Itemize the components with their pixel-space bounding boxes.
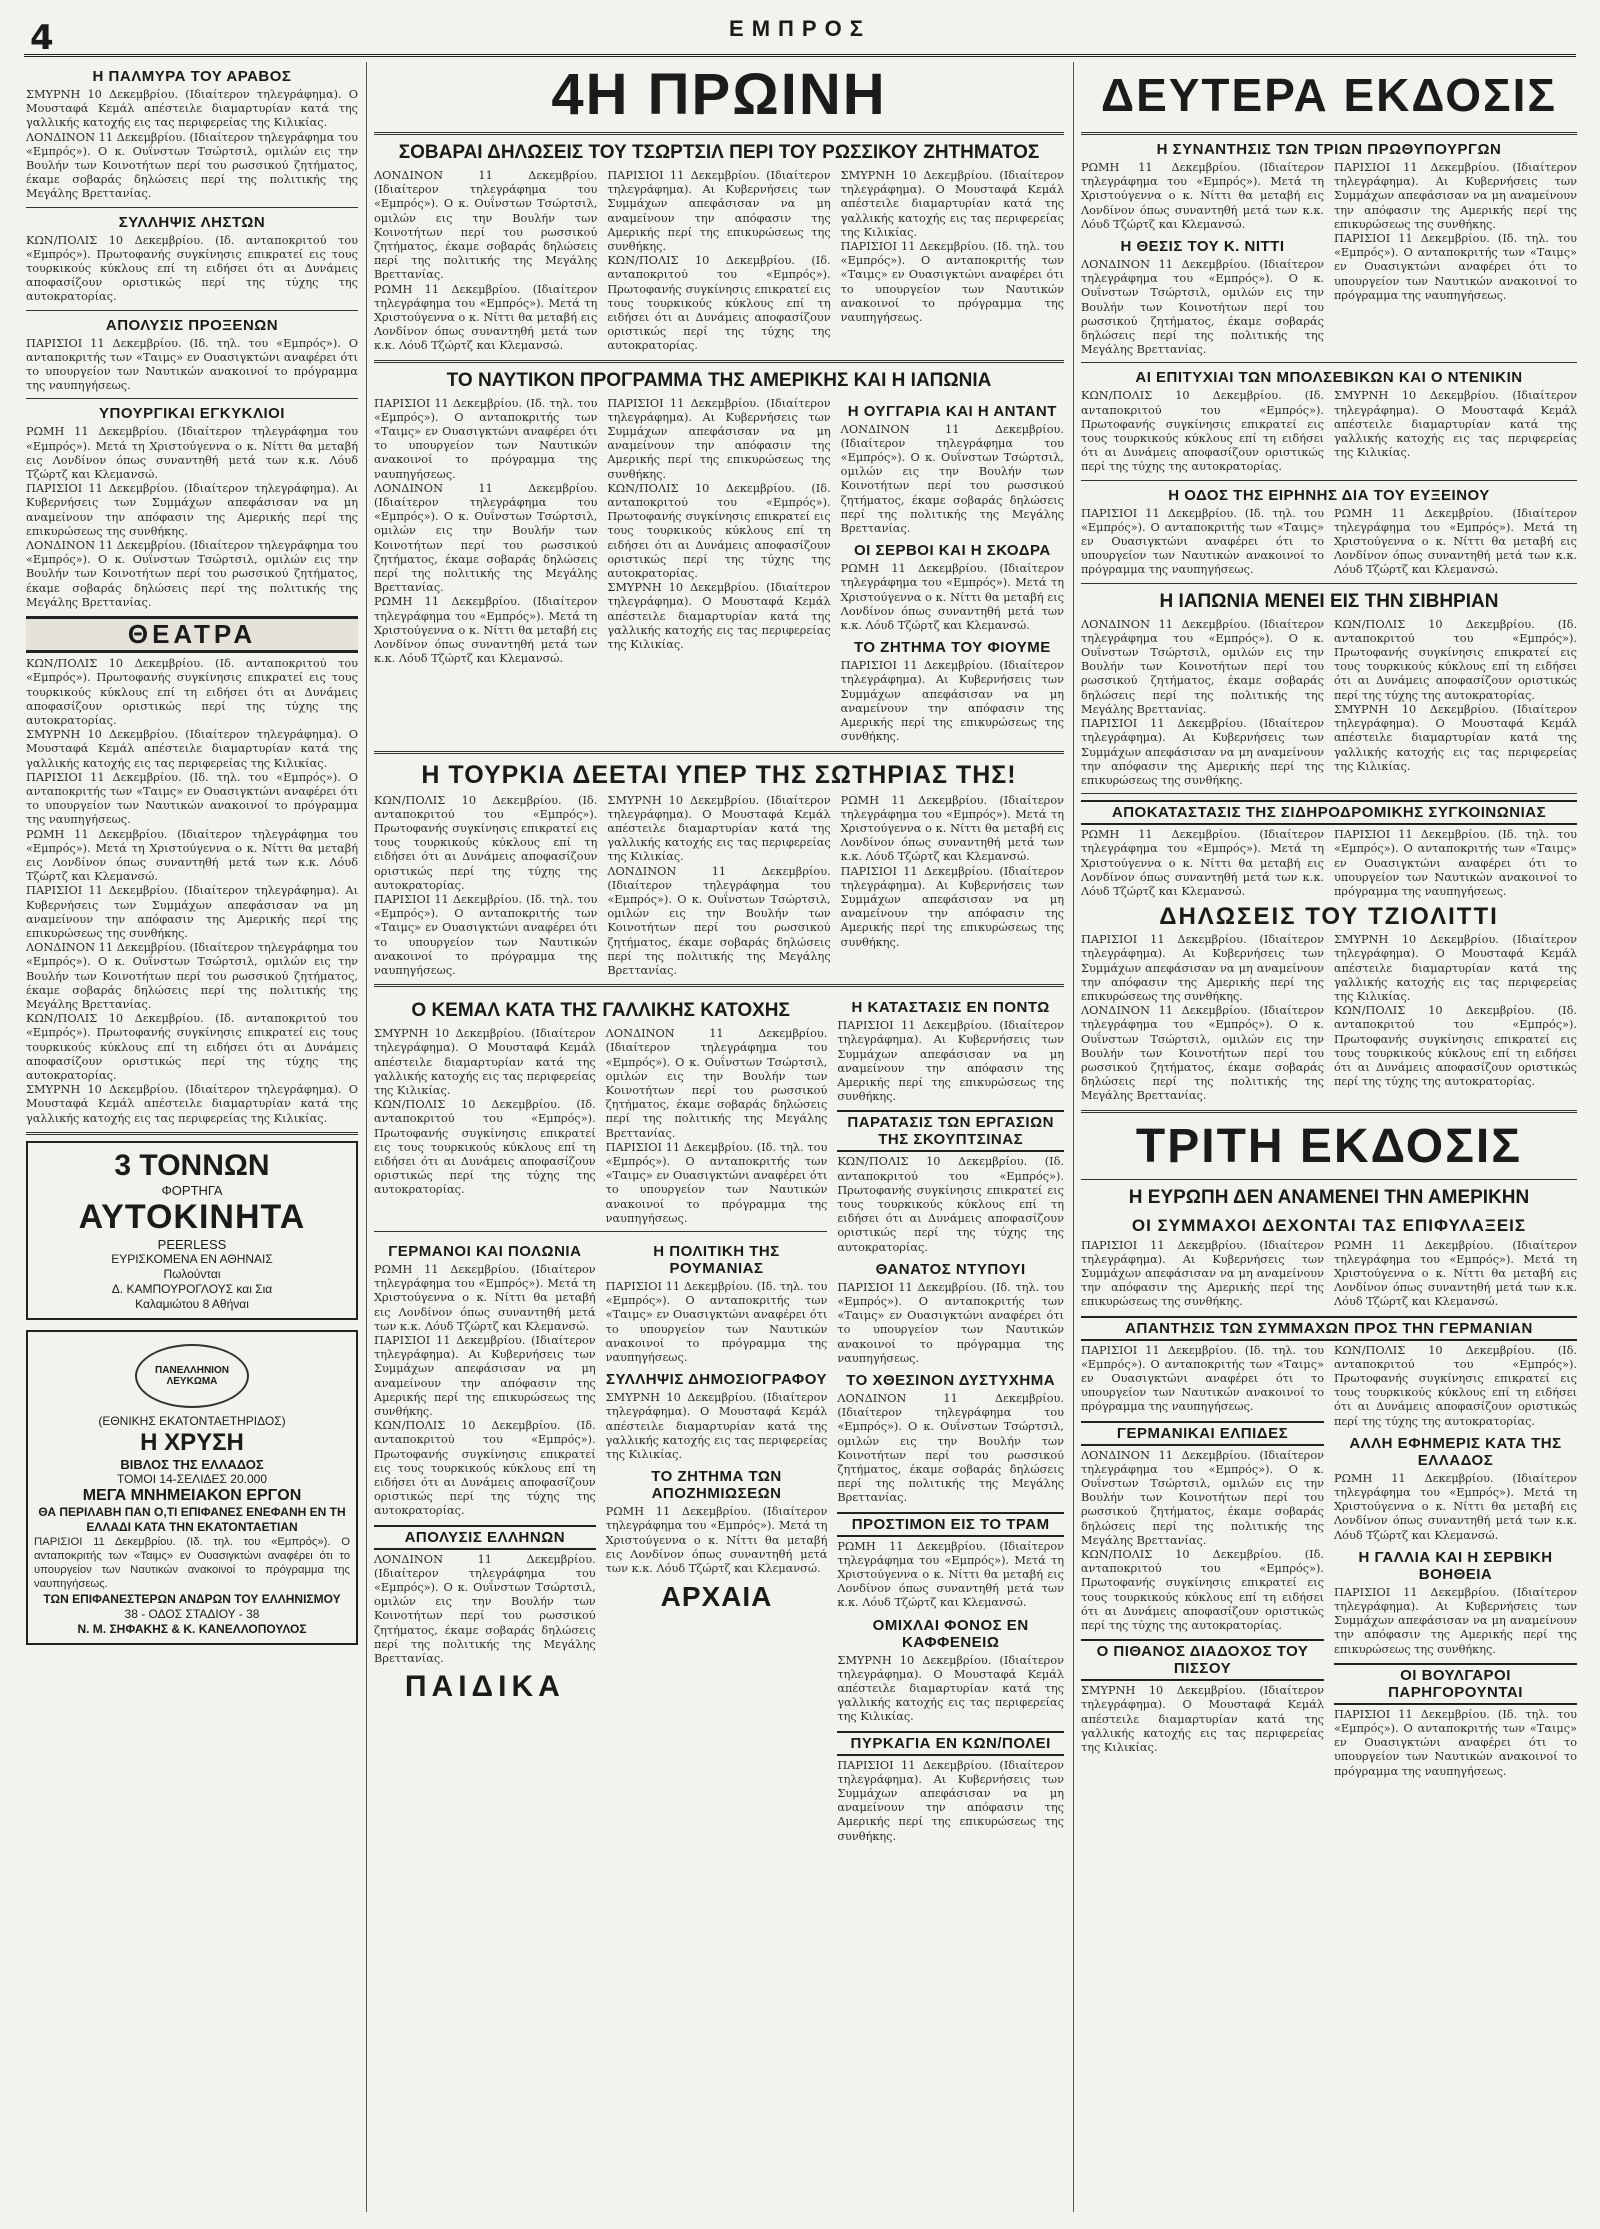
article-text: ΡΩΜΗ 11 Δεκεμβρίου. (Ιδιαίτερον τηλεγράφημα του «Εμπρός»). Μετά τη Χριστούγεννα ο κ. Νίττι θα μεταβή εις Λονδίνον όπως συναντηθή μετά των κ.κ. Λόυδ Τζώρτζ και Κλεμανσώ. (26, 425, 358, 482)
article-text: ΚΩΝ/ΠΟΛΙΣ 10 Δεκεμβρίου. (Ιδ. ανταποκριτού του «Εμπρός»). Πρωτοφανής συγκίνησις επικρατεί εις τους τουρκικούς κύκλους επί τη ειδήσει ότι αι Δυνάμεις αποφασίζουν οριστικώς περί της τύχης της αυτοκρατορίας. (1334, 1004, 1577, 1089)
album-advertisement (26, 1330, 358, 1645)
article-text: ΚΩΝ/ΠΟΛΙΣ 10 Δεκεμβρίου. (Ιδ. ανταποκριτού του «Εμπρός»). Πρωτοφανής συγκίνησις επικρατεί εις τους τουρκικούς κύκλους επί τη ειδήσει ότι αι Δυνάμεις αποφασίζουν οριστικώς περί της τύχης της αυτοκρατορίας. (26, 1012, 358, 1082)
article-text: ΛΟΝΔΙΝΟΝ 11 Δεκεμβρίου. (Ιδιαίτερον τηλεγράφημα του «Εμπρός»). Ο κ. Ουΐνστων Τσώρτσιλ, ομιλών εις την Βουλήν των Κοινοτήτων περί του ρωσσικού ζητήματος, έκαμε σοβαράς δηλώσεις περί της πολιτικής της Μεγάλης Βρεττανίας. (837, 1392, 1064, 1505)
article-text: ΣΜΥΡΝΗ 10 Δεκεμβρίου. (Ιδιαίτερον τηλεγράφημα). Ο Μουσταφά Κεμάλ απέστειλε διαμαρτυρίαν κατά της γαλλικής κατοχής εις τας περιφερείας της Κιλικίας. (607, 581, 831, 652)
column-rule (366, 62, 367, 2212)
columns (374, 169, 1064, 354)
headline: Ο ΠΙΘΑΝΟΣ ΔΙΑΔΟΧΟΣ ΤΟΥ ΠΙΣΣΟΥ (1081, 1639, 1324, 1681)
theatre-heading: ΘΕΑΤΡΑ (26, 616, 358, 653)
article-text: ΠΑΡΙΣΙΟΙ 11 Δεκεμβρίου. (Ιδιαίτερον τηλεγράφημα). Αι Κυβερνήσεις των Συμμάχων απεφάσισαν να μη αναμείνουν την απόφασιν της Αμερικής περί της επικυρώσεως της συνθήκης. (1081, 933, 1324, 1003)
article-text: ΡΩΜΗ 11 Δεκεμβρίου. (Ιδιαίτερον τηλεγράφημα του «Εμπρός»). Μετά τη Χριστούγεννα ο κ. Νίττι θα μεταβή εις Λονδίνον όπως συναντηθή μετά των κ.κ. Λόυδ Τζώρτζ και Κλεμανσώ. (837, 1539, 1064, 1610)
headline: ΤΟ ΧΘΕΣΙΝΟΝ ΔΥΣΤΥΧΗΜΑ (846, 1372, 1056, 1389)
article-text: ΣΜΥΡΝΗ 10 Δεκεμβρίου. (Ιδιαίτερον τηλεγράφημα). Ο Μουσταφά Κεμάλ απέστειλε διαμαρτυρίαν κατά της γαλλικής κατοχής εις τας περιφερείας της Κιλικίας. (26, 1083, 358, 1125)
ad-line: Καλαμιώτου 8 Αθήναι (135, 1296, 249, 1311)
headline: ΣΥΛΛΗΨΙΣ ΛΗΣΤΩΝ (118, 213, 266, 231)
article-text: ΠΑΡΙΣΙΟΙ 11 Δεκεμβρίου. (Ιδ. τηλ. του «Εμπρός»). Ο ανταποκριτής των «Ταιμς» εν Ουασιγκτώνι αναφέρει ότι το υπουργείον των Ναυτικών ανακοινοί το πρόγραμμα της ναυπηγήσεως. (1334, 828, 1577, 898)
headline: ΥΠΟΥΡΓΙΚΑΙ ΕΓΚΥΚΛΙΟΙ (99, 405, 285, 423)
center-section (374, 62, 1064, 2212)
article-text: ΠΑΡΙΣΙΟΙ 11 Δεκεμβρίου. (Ιδ. τηλ. του «Εμπρός»). Ο ανταποκριτής των «Ταιμς» εν Ουασιγκτώνι αναφέρει ότι το υπουργείον των Ναυτικών ανακοινοί το πρόγραμμα της ναυπηγήσεως. (1334, 232, 1577, 302)
subheading: ΟΙ ΣΕΡΒΟΙ ΚΑΙ Η ΣΚΟΔΡΑ (853, 542, 1051, 560)
article-text: ΣΜΥΡΝΗ 10 Δεκεμβρίου. (Ιδιαίτερον τηλεγράφημα). Ο Μουσταφά Κεμάλ απέστειλε διαμαρτυρίαν κατά της γαλλικής κατοχής εις τας περιφερείας της Κιλικίας. (840, 169, 1064, 239)
article-text: ΠΑΡΙΣΙΟΙ 11 Δεκεμβρίου. (Ιδιαίτερον τηλεγράφημα). Αι Κυβερνήσεις των Συμμάχων απεφάσισαν να μη αναμείνουν την απόφασιν της Αμερικής περί της επικυρώσεως της συνθήκης. (607, 169, 831, 254)
subheadline: ΟΙ ΣΥΜΜΑΧΟΙ ΔΕΧΟΝΤΑΙ ΤΑΣ ΕΠΙΦΥΛΑΞΕΙΣ (1131, 1215, 1527, 1235)
article-text: ΠΑΡΙΣΙΟΙ 11 Δεκεμβρίου. (Ιδ. τηλ. του «Εμπρός»). Ο ανταποκριτής των «Ταιμς» εν Ουασιγκτώνι αναφέρει ότι το υπουργείον των Ναυτικών ανακοινοί το πρόγραμμα της ναυπηγήσεως. (1334, 1707, 1577, 1778)
headline: Η ΠΑΛΜΥΡΑ ΤΟΥ ΑΡΑΒΟΣ (92, 68, 292, 85)
article-text: ΡΩΜΗ 11 Δεκεμβρίου. (Ιδιαίτερον τηλεγράφημα του «Εμπρός»). Μετά τη Χριστούγεννα ο κ. Νίττι θα μεταβή εις Λονδίνον όπως συναντηθή μετά των κ.κ. Λόυδ Τζώρτζ και Κλεμανσώ. (605, 1505, 828, 1576)
ad-line: Η ΧΡΥΣΗ (140, 1428, 244, 1456)
ad-line: ΘΑ ΠΕΡΙΛΑΒΗ ΠΑΝ Ο,ΤΙ ΕΠΙΦΑΝΕΣ ΕΝΕΦΑΝΗ ΕΝ ΤΗ ΕΛΛΑΔΙ ΚΑΤΑ ΤΗΝ ΕΚΑΤΟΝΤΑΕΤΙΑΝ (38, 1504, 346, 1534)
headline: ΠΥΡΚΑΓΙΑ ΕΝ ΚΩΝ/ΠΟΛΕΙ (837, 1731, 1064, 1756)
headline: Η ΕΥΡΩΠΗ ΔΕΝ ΑΝΑΜΕΝΕΙ ΤΗΝ ΑΜΕΡΙΚΗΝ (1128, 1186, 1530, 1208)
article-text: ΠΑΡΙΣΙΟΙ 11 Δεκεμβρίου. (Ιδιαίτερον τηλεγράφημα). Αι Κυβερνήσεις των Συμμάχων απεφάσισαν να μη αναμείνουν την απόφασιν της Αμερικής περί της επικυρώσεως της συνθήκης. (1081, 1238, 1324, 1309)
ad-line: ΦΟΡΤΗΓΑ (161, 1182, 223, 1198)
article-text: ΣΜΥΡΝΗ 10 Δεκεμβρίου. (Ιδιαίτερον τηλεγράφημα). Ο Μουσταφά Κεμάλ απέστειλε διαμαρτυρίαν κατά της γαλλικής κατοχής εις τας περιφερείας της Κιλικίας. (26, 728, 358, 770)
ad-line: ΒΙΒΛΟΣ ΤΗΣ ΕΛΛΑΔΟΣ (120, 1456, 264, 1472)
headline: ΑΠΟΛΥΣΙΣ ΕΛΛΗΝΩΝ (374, 1525, 596, 1550)
article-text: ΣΜΥΡΝΗ 10 Δεκεμβρίου. (Ιδιαίτερον τηλεγράφημα). Ο Μουσταφά Κεμάλ απέστειλε διαμαρτυρίαν κατά της γαλλικής κατοχής εις τας περιφερείας της Κιλικίας. (1081, 1684, 1324, 1755)
columns (374, 397, 1064, 745)
article-text: ΡΩΜΗ 11 Δεκεμβρίου. (Ιδιαίτερον τηλεγράφημα του «Εμπρός»). Μετά τη Χριστούγεννα ο κ. Νίττι θα μεταβή εις Λονδίνον όπως συναντηθή μετά των κ.κ. Λόυδ Τζώρτζ και Κλεμανσώ. (1081, 161, 1324, 231)
headline: ΠΑΡΑΤΑΣΙΣ ΤΩΝ ΕΡΓΑΣΙΩΝ ΤΗΣ ΣΚΟΥΠΤΣΙΝΑΣ (837, 1110, 1064, 1152)
columns (374, 993, 1064, 1844)
headline: Η ΙΑΠΩΝΙΑ ΜΕΝΕΙ ΕΙΣ ΤΗΝ ΣΙΒΗΡΙΑΝ (1159, 590, 1499, 612)
headline: Η ΠΟΛΙΤΙΚΗ ΤΗΣ ΡΟΥΜΑΝΙΑΣ (653, 1242, 780, 1277)
ad-line: ΑΥΤΟΚΙΝΗΤΑ (78, 1197, 306, 1236)
article-text: ΛΟΝΔΙΝΟΝ 11 Δεκεμβρίου. (Ιδιαίτερον τηλεγράφημα του «Εμπρός»). Ο κ. Ουΐνστων Τσώρτσιλ, ομιλών εις την Βουλήν των Κοινοτήτων περί του ρωσσικού ζητήματος, έκαμε σοβαράς δηλώσεις περί της πολιτικής της Μεγάλης Βρεττανίας. (1081, 258, 1324, 357)
article-text: ΡΩΜΗ 11 Δεκεμβρίου. (Ιδιαίτερον τηλεγράφημα του «Εμπρός»). Μετά τη Χριστούγεννα ο κ. Νίττι θα μεταβή εις Λονδίνον όπως συναντηθή μετά των κ.κ. Λόυδ Τζώρτζ και Κλεμανσώ. (1334, 506, 1577, 577)
article-text: ΡΩΜΗ 11 Δεκεμβρίου. (Ιδιαίτερον τηλεγράφημα του «Εμπρός»). Μετά τη Χριστούγεννα ο κ. Νίττι θα μεταβή εις Λονδίνον όπως συναντηθή μετά των κ.κ. Λόυδ Τζώρτζ και Κλεμανσώ. (840, 562, 1064, 633)
edition-title: ΔΕΥΤΕΡΑ ΕΚΔΟΣΙΣ (1101, 69, 1557, 121)
article-text: ΠΑΡΙΣΙΟΙ 11 Δεκεμβρίου. (Ιδ. τηλ. του «Εμπρός»). Ο ανταποκριτής των «Ταιμς» εν Ουασιγκτώνι αναφέρει ότι το υπουργείον των Ναυτικών ανακοινοί το πρόγραμμα της ναυπηγήσεως. (26, 336, 358, 393)
ad-headline: ΑΡΧΑΙΑ (660, 1581, 773, 1613)
article-text: ΡΩΜΗ 11 Δεκεμβρίου. (Ιδιαίτερον τηλεγράφημα του «Εμπρός»). Μετά τη Χριστούγεννα ο κ. Νίττι θα μεταβή εις Λονδίνον όπως συναντηθή μετά των κ.κ. Λόυδ Τζώρτζ και Κλεμανσώ. (374, 595, 598, 666)
headline: ΑΠΑΝΤΗΣΙΣ ΤΩΝ ΣΥΜΜΑΧΩΝ ΠΡΟΣ ΤΗΝ ΓΕΡΜΑΝΙΑΝ (1081, 1316, 1577, 1341)
article-text: ΛΟΝΔΙΝΟΝ 11 Δεκεμβρίου. (Ιδιαίτερον τηλεγράφημα του «Εμπρός»). Ο κ. Ουΐνστων Τσώρτσιλ, ομιλών εις την Βουλήν των Κοινοτήτων περί του ρωσσικού ζητήματος, έκαμε σοβαράς δηλώσεις περί της πολιτικής της Μεγάλης Βρεττανίας. (26, 941, 358, 1011)
article-text: ΡΩΜΗ 11 Δεκεμβρίου. (Ιδιαίτερον τηλεγράφημα του «Εμπρός»). Μετά τη Χριστούγεννα ο κ. Νίττι θα μεταβή εις Λονδίνον όπως συναντηθή μετά των κ.κ. Λόυδ Τζώρτζ και Κλεμανσώ. (1081, 828, 1324, 898)
article-text: ΠΑΡΙΣΙΟΙ 11 Δεκεμβρίου. (Ιδιαίτερον τηλεγράφημα). Αι Κυβερνήσεις των Συμμάχων απεφάσισαν να μη αναμείνουν την απόφασιν της Αμερικής περί της επικυρώσεως της συνθήκης. (837, 1019, 1064, 1104)
article-text: ΡΩΜΗ 11 Δεκεμβρίου. (Ιδιαίτερον τηλεγράφημα του «Εμπρός»). Μετά τη Χριστούγεννα ο κ. Νίττι θα μεταβή εις Λονδίνον όπως συναντηθή μετά των κ.κ. Λόυδ Τζώρτζ και Κλεμανσώ. (1334, 1471, 1577, 1542)
ad-line: 38 - ΟΔΟΣ ΣΤΑΔΙΟΥ - 38 (124, 1606, 260, 1621)
article-text: ΠΑΡΙΣΙΟΙ 11 Δεκεμβρίου. (Ιδ. τηλ. του «Εμπρός»). Ο ανταποκριτής των «Ταιμς» εν Ουασιγκτώνι αναφέρει ότι το υπουργείον των Ναυτικών ανακοινοί το πρόγραμμα της ναυπηγήσεως. (26, 770, 358, 827)
article-text: ΠΑΡΙΣΙΟΙ 11 Δεκεμβρίου. (Ιδιαίτερον τηλεγράφημα). Αι Κυβερνήσεις των Συμμάχων απεφάσισαν να μη αναμείνουν την απόφασιν της Αμερικής περί της επικυρώσεως της συνθήκης. (26, 884, 358, 940)
article-text: ΠΑΡΙΣΙΟΙ 11 Δεκεμβρίου. (Ιδιαίτερον τηλεγράφημα). Αι Κυβερνήσεις των Συμμάχων απεφάσισαν να μη αναμείνουν την απόφασιν της Αμερικής περί της επικυρώσεως της συνθήκης. (840, 864, 1064, 949)
ad-line: ΤΟΜΟΙ 14-ΣΕΛΙΔΕΣ 20.000 (116, 1471, 268, 1486)
ad-line: ΕΥΡΙΣΚΟΜΕΝΑ ΕΝ ΑΘΗΝΑΙΣ (111, 1251, 273, 1266)
article-text: ΚΩΝ/ΠΟΛΙΣ 10 Δεκεμβρίου. (Ιδ. ανταποκριτού του «Εμπρός»). Πρωτοφανής συγκίνησις επικρατεί εις τους τουρκικούς κύκλους επί τη ειδήσει ότι αι Δυνάμεις αποφασίζουν οριστικώς περί της τύχης της αυτοκρατορίας. (374, 793, 598, 892)
headline: ΘΑΝΑΤΟΣ ΝΤΥΠΟΥΙ (875, 1260, 1026, 1278)
article-text: ΠΑΡΙΣΙΟΙ 11 Δεκεμβρίου. (Ιδιαίτερον τηλεγράφημα). Αι Κυβερνήσεις των Συμμάχων απεφάσισαν να μη αναμείνουν την απόφασιν της Αμερικής περί της επικυρώσεως της συνθήκης. (1334, 1585, 1577, 1656)
article-text: ΡΩΜΗ 11 Δεκεμβρίου. (Ιδιαίτερον τηλεγράφημα του «Εμπρός»). Μετά τη Χριστούγεννα ο κ. Νίττι θα μεταβή εις Λονδίνον όπως συναντηθή μετά των κ.κ. Λόυδ Τζώρτζ και Κλεμανσώ. (840, 793, 1064, 864)
article-text: ΚΩΝ/ΠΟΛΙΣ 10 Δεκεμβρίου. (Ιδ. ανταποκριτού του «Εμπρός»). Πρωτοφανής συγκίνησις επικρατεί εις τους τουρκικούς κύκλους επί τη ειδήσει ότι αι Δυνάμεις αποφασίζουν οριστικώς περί της τύχης της αυτοκρατορίας. (1081, 389, 1324, 474)
headline: ΓΕΡΜΑΝΟΙ ΚΑΙ ΠΟΛΩΝΙΑ (388, 1242, 582, 1260)
ad-line: (ΕΘΝΙΚΗΣ ΕΚΑΤΟΝΤΑΕΤΗΡΙΔΟΣ) (98, 1413, 286, 1428)
article-text: ΛΟΝΔΙΝΟΝ 11 Δεκεμβρίου. (Ιδιαίτερον τηλεγράφημα του «Εμπρός»). Ο κ. Ουΐνστων Τσώρτσιλ, ομιλών εις την Βουλήν των Κοινοτήτων περί του ρωσσικού ζητήματος, έκαμε σοβαράς δηλώσεις περί της πολιτικής της Μεγάλης Βρεττανίας. (605, 1027, 828, 1140)
article-text: ΛΟΝΔΙΝΟΝ 11 Δεκεμβρίου. (Ιδιαίτερον τηλεγράφημα του «Εμπρός»). Ο κ. Ουΐνστων Τσώρτσιλ, ομιλών εις την Βουλήν των Κοινοτήτων περί του ρωσσικού ζητήματος, έκαμε σοβαράς δηλώσεις περί της πολιτικής της Μεγάλης Βρεττανίας. (1081, 617, 1324, 716)
article-text: ΛΟΝΔΙΝΟΝ 11 Δεκεμβρίου. (Ιδιαίτερον τηλεγράφημα του «Εμπρός»). Ο κ. Ουΐνστων Τσώρτσιλ, ομιλών εις την Βουλήν των Κοινοτήτων περί του ρωσσικού ζητήματος, έκαμε σοβαράς δηλώσεις περί της πολιτικής της Μεγάλης Βρεττανίας. (840, 422, 1064, 536)
article-text: ΣΜΥΡΝΗ 10 Δεκεμβρίου. (Ιδιαίτερον τηλεγράφημα). Ο Μουσταφά Κεμάλ απέστειλε διαμαρτυρίαν κατά της γαλλικής κατοχής εις τας περιφερείας της Κιλικίας. (837, 1653, 1064, 1724)
headline: ΓΕΡΜΑΝΙΚΑΙ ΕΛΠΙΔΕΣ (1081, 1421, 1324, 1446)
ad-line: Δ. ΚΑΜΠΟΥΡΟΓΛΟΥΣ και Σια (111, 1281, 273, 1296)
ad-line: PEERLESS (157, 1236, 227, 1252)
article-text: ΛΟΝΔΙΝΟΝ 11 Δεκεμβρίου. (Ιδιαίτερον τηλεγράφημα του «Εμπρός»). Ο κ. Ουΐνστων Τσώρτσιλ, ομιλών εις την Βουλήν των Κοινοτήτων περί του ρωσσικού ζητήματος, έκαμε σοβαράς δηλώσεις περί της πολιτικής της Μεγάλης Βρεττανίας. (374, 1552, 596, 1666)
article-text: ΠΑΡΙΣΙΟΙ 11 Δεκεμβρίου. (Ιδιαίτερον τηλεγράφημα). Αι Κυβερνήσεις των Συμμάχων απεφάσισαν να μη αναμείνουν την απόφασιν της Αμερικής περί της επικυρώσεως της συνθήκης. (26, 482, 358, 538)
headline: Η ΟΔΟΣ ΤΗΣ ΕΙΡΗΝΗΣ ΔΙΑ ΤΟΥ ΕΥΞΕΙΝΟΥ (1168, 486, 1490, 504)
subheading: Η ΘΕΣΙΣ ΤΟΥ Κ. ΝΙΤΤΙ (1120, 238, 1285, 256)
article-text: ΣΜΥΡΝΗ 10 Δεκεμβρίου. (Ιδιαίτερον τηλεγράφημα). Ο Μουσταφά Κεμάλ απέστειλε διαμαρτυρίαν κατά της γαλλικής κατοχής εις τας περιφερείας της Κιλικίας. (607, 793, 831, 864)
article-text: ΡΩΜΗ 11 Δεκεμβρίου. (Ιδιαίτερον τηλεγράφημα του «Εμπρός»). Μετά τη Χριστούγεννα ο κ. Νίττι θα μεταβή εις Λονδίνον όπως συναντηθή μετά των κ.κ. Λόυδ Τζώρτζ και Κλεμανσώ. (374, 1262, 596, 1333)
headline: Η ΣΥΝΑΝΤΗΣΙΣ ΤΩΝ ΤΡΙΩΝ ΠΡΩΘΥΠΟΥΡΓΩΝ (1156, 141, 1502, 158)
headline: ΑΙ ΕΠΙΤΥΧΙΑΙ ΤΩΝ ΜΠΟΛΣΕΒΙΚΩΝ ΚΑΙ Ο ΝΤΕΝΙΚΙΝ (1135, 369, 1523, 387)
article-text: ΠΑΡΙΣΙΟΙ 11 Δεκεμβρίου. (Ιδ. τηλ. του «Εμπρός»). Ο ανταποκριτής των «Ταιμς» εν Ουασιγκτώνι αναφέρει ότι το υπουργείον των Ναυτικών ανακοινοί το πρόγραμμα της ναυπηγήσεως. (1081, 506, 1324, 577)
edition-title: 4Η ΠΡΩΙΝΗ (551, 62, 887, 127)
article-text: ΠΑΡΙΣΙΟΙ 11 Δεκεμβρίου. (Ιδ. τηλ. του «Εμπρός»). Ο ανταποκριτής των «Ταιμς» εν Ουασιγκτώνι αναφέρει ότι το υπουργείον των Ναυτικών ανακοινοί το πρόγραμμα της ναυπηγήσεως. (605, 1140, 828, 1225)
headline: ΑΛΛΗ ΕΦΗΜΕΡΙΣ ΚΑΤΑ ΤΗΣ ΕΛΛΑΔΟΣ (1349, 1434, 1562, 1469)
page-number: 4 (30, 18, 54, 58)
article-text: ΛΟΝΔΙΝΟΝ 11 Δεκεμβρίου. (Ιδιαίτερον τηλεγράφημα του «Εμπρός»). Ο κ. Ουΐνστων Τσώρτσιλ, ομιλών εις την Βουλήν των Κοινοτήτων περί του ρωσσικού ζητήματος, έκαμε σοβαράς δηλώσεις περί της πολιτικής της Μεγάλης Βρεττανίας. (26, 130, 358, 201)
left-column (26, 62, 358, 2212)
article-text: ΚΩΝ/ΠΟΛΙΣ 10 Δεκεμβρίου. (Ιδ. ανταποκριτού του «Εμπρός»). Πρωτοφανής συγκίνησις επικρατεί εις τους τουρκικούς κύκλους επί τη ειδήσει ότι αι Δυνάμεις αποφασίζουν οριστικώς περί της τύχης της αυτοκρατορίας. (26, 657, 358, 727)
truck-advertisement (26, 1141, 358, 1320)
article-text: ΠΑΡΙΣΙΟΙ 11 Δεκεμβρίου. (Ιδιαίτερον τηλεγράφημα). Αι Κυβερνήσεις των Συμμάχων απεφάσισαν να μη αναμείνουν την απόφασιν της Αμερικής περί της επικυρώσεως της συνθήκης. (837, 1758, 1064, 1843)
headline: ΤΟ ΖΗΤΗΜΑ ΤΩΝ ΑΠΟΖΗΜΙΩΣΕΩΝ (651, 1468, 782, 1503)
masthead (24, 14, 1576, 57)
article-text: ΠΑΡΙΣΙΟΙ 11 Δεκεμβρίου. (Ιδιαίτερον τηλεγράφημα). Αι Κυβερνήσεις των Συμμάχων απεφάσισαν να μη αναμείνουν την απόφασιν της Αμερικής περί της επικυρώσεως της συνθήκης. (374, 1334, 596, 1419)
album-seal (135, 1344, 249, 1408)
article-text: ΚΩΝ/ΠΟΛΙΣ 10 Δεκεμβρίου. (Ιδ. ανταποκριτού του «Εμπρός»). Πρωτοφανής συγκίνησις επικρατεί εις τους τουρκικούς κύκλους επί τη ειδήσει ότι αι Δυνάμεις αποφασίζουν οριστικώς περί της τύχης της αυτοκρατορίας. (837, 1155, 1064, 1254)
article-text: ΠΑΡΙΣΙΟΙ 11 Δεκεμβρίου. (Ιδ. τηλ. του «Εμπρός»). Ο ανταποκριτής των «Ταιμς» εν Ουασιγκτώνι αναφέρει ότι το υπουργείον των Ναυτικών ανακοινοί το πρόγραμμα της ναυπηγήσεως. (34, 1535, 350, 1591)
article-text: ΚΩΝ/ΠΟΛΙΣ 10 Δεκεμβρίου. (Ιδ. ανταποκριτού του «Εμπρός»). Πρωτοφανής συγκίνησις επικρατεί εις τους τουρκικούς κύκλους επί τη ειδήσει ότι αι Δυνάμεις αποφασίζουν οριστικώς περί της τύχης της αυτοκρατορίας. (26, 233, 358, 304)
article-text: ΠΑΡΙΣΙΟΙ 11 Δεκεμβρίου. (Ιδ. τηλ. του «Εμπρός»). Ο ανταποκριτής των «Ταιμς» εν Ουασιγκτώνι αναφέρει ότι το υπουργείον των Ναυτικών ανακοινοί το πρόγραμμα της ναυπηγήσεως. (374, 396, 598, 481)
article-text: ΠΑΡΙΣΙΟΙ 11 Δεκεμβρίου. (Ιδιαίτερον τηλεγράφημα). Αι Κυβερνήσεις των Συμμάχων απεφάσισαν να μη αναμείνουν την απόφασιν της Αμερικής περί της επικυρώσεως της συνθήκης. (607, 396, 831, 481)
article-text: ΛΟΝΔΙΝΟΝ 11 Δεκεμβρίου. (Ιδιαίτερον τηλεγράφημα του «Εμπρός»). Ο κ. Ουΐνστων Τσώρτσιλ, ομιλών εις την Βουλήν των Κοινοτήτων περί του ρωσσικού ζητήματος, έκαμε σοβαράς δηλώσεις περί της πολιτικής της Μεγάλης Βρεττανίας. (374, 169, 598, 282)
article-text: ΣΜΥΡΝΗ 10 Δεκεμβρίου. (Ιδιαίτερον τηλεγράφημα). Ο Μουσταφά Κεμάλ απέστειλε διαμαρτυρίαν κατά της γαλλικής κατοχής εις τας περιφερείας της Κιλικίας. (605, 1391, 828, 1462)
subheading: ΤΟ ΖΗΤΗΜΑ ΤΟΥ ΦΙΟΥΜΕ (853, 639, 1051, 657)
article-text: ΚΩΝ/ΠΟΛΙΣ 10 Δεκεμβρίου. (Ιδ. ανταποκριτού του «Εμπρός»). Πρωτοφανής συγκίνησις επικρατεί εις τους τουρκικούς κύκλους επί τη ειδήσει ότι αι Δυνάμεις αποφασίζουν οριστικώς περί της τύχης της αυτοκρατορίας. (1334, 1343, 1577, 1428)
article-text: ΛΟΝΔΙΝΟΝ 11 Δεκεμβρίου. (Ιδιαίτερον τηλεγράφημα του «Εμπρός»). Ο κ. Ουΐνστων Τσώρτσιλ, ομιλών εις την Βουλήν των Κοινοτήτων περί του ρωσσικού ζητήματος, έκαμε σοβαράς δηλώσεις περί της πολιτικής της Μεγάλης Βρεττανίας. (26, 539, 358, 609)
headline: Η ΓΑΛΛΙΑ ΚΑΙ Η ΣΕΡΒΙΚΗ ΒΟΗΘΕΙΑ (1358, 1548, 1553, 1583)
article-text: ΡΩΜΗ 11 Δεκεμβρίου. (Ιδιαίτερον τηλεγράφημα του «Εμπρός»). Μετά τη Χριστούγεννα ο κ. Νίττι θα μεταβή εις Λονδίνον όπως συναντηθή μετά των κ.κ. Λόυδ Τζώρτζ και Κλεμανσώ. (1334, 1238, 1577, 1309)
headline: ΑΠΟΚΑΤΑΣΤΑΣΙΣ ΤΗΣ ΣΙΔΗΡΟΔΡΟΜΙΚΗΣ ΣΥΓΚΟΙΝΩΝΙΑΣ (1081, 800, 1577, 825)
article-text: ΠΑΡΙΣΙΟΙ 11 Δεκεμβρίου. (Ιδ. τηλ. του «Εμπρός»). Ο ανταποκριτής των «Ταιμς» εν Ουασιγκτώνι αναφέρει ότι το υπουργείον των Ναυτικών ανακοινοί το πρόγραμμα της ναυπηγήσεως. (605, 1279, 828, 1364)
headline: ΣΥΛΛΗΨΙΣ ΔΗΜΟΣΙΟΓΡΑΦΟΥ (606, 1371, 827, 1389)
headline: ΟΜΙΧΛΑΙ ΦΟΝΟΣ ΕΝ ΚΑΦΦΕΝΕΙΩ (872, 1616, 1029, 1651)
article-text: ΚΩΝ/ΠΟΛΙΣ 10 Δεκεμβρίου. (Ιδ. ανταποκριτού του «Εμπρός»). Πρωτοφανής συγκίνησις επικρατεί εις τους τουρκικούς κύκλους επί τη ειδήσει ότι αι Δυνάμεις αποφασίζουν οριστικώς περί της τύχης της αυτοκρατορίας. (1334, 617, 1577, 702)
article-text: ΣΜΥΡΝΗ 10 Δεκεμβρίου. (Ιδιαίτερον τηλεγράφημα). Ο Μουσταφά Κεμάλ απέστειλε διαμαρτυρίαν κατά της γαλλικής κατοχής εις τας περιφερείας της Κιλικίας. (1334, 389, 1577, 460)
article-text: ΚΩΝ/ΠΟΛΙΣ 10 Δεκεμβρίου. (Ιδ. ανταποκριτού του «Εμπρός»). Πρωτοφανής συγκίνησις επικρατεί εις τους τουρκικούς κύκλους επί τη ειδήσει ότι αι Δυνάμεις αποφασίζουν οριστικώς περί της τύχης της αυτοκρατορίας. (607, 481, 831, 581)
article-text: ΚΩΝ/ΠΟΛΙΣ 10 Δεκεμβρίου. (Ιδ. ανταποκριτού του «Εμπρός»). Πρωτοφανής συγκίνησις επικρατεί εις τους τουρκικούς κύκλους επί τη ειδήσει ότι αι Δυνάμεις αποφασίζουν οριστικώς περί της τύχης της αυτοκρατορίας. (374, 1098, 596, 1197)
article-text: ΡΩΜΗ 11 Δεκεμβρίου. (Ιδιαίτερον τηλεγράφημα του «Εμπρός»). Μετά τη Χριστούγεννα ο κ. Νίττι θα μεταβή εις Λονδίνον όπως συναντηθή μετά των κ.κ. Λόυδ Τζώρτζ και Κλεμανσώ. (374, 282, 598, 353)
article-text: ΛΟΝΔΙΝΟΝ 11 Δεκεμβρίου. (Ιδιαίτερον τηλεγράφημα του «Εμπρός»). Ο κ. Ουΐνστων Τσώρτσιλ, ομιλών εις την Βουλήν των Κοινοτήτων περί του ρωσσικού ζητήματος, έκαμε σοβαράς δηλώσεις περί της πολιτικής της Μεγάλης Βρεττανίας. (1081, 1448, 1324, 1547)
article-text: ΠΑΡΙΣΙΟΙ 11 Δεκεμβρίου. (Ιδ. τηλ. του «Εμπρός»). Ο ανταποκριτής των «Ταιμς» εν Ουασιγκτώνι αναφέρει ότι το υπουργείον των Ναυτικών ανακοινοί το πρόγραμμα της ναυπηγήσεως. (1081, 1343, 1324, 1414)
article-text: ΠΑΡΙΣΙΟΙ 11 Δεκεμβρίου. (Ιδιαίτερον τηλεγράφημα). Αι Κυβερνήσεις των Συμμάχων απεφάσισαν να μη αναμείνουν την απόφασιν της Αμερικής περί της επικυρώσεως της συνθήκης. (1334, 161, 1577, 231)
paper-name: ΕΜΠΡΟΣ (729, 16, 871, 41)
ad-headline: ΠΑΙΔΙΚΑ (404, 1670, 565, 1704)
right-section (1081, 62, 1577, 2212)
article-text: ΚΩΝ/ΠΟΛΙΣ 10 Δεκεμβρίου. (Ιδ. ανταποκριτού του «Εμπρός»). Πρωτοφανής συγκίνησις επικρατεί εις τους τουρκικούς κύκλους επί τη ειδήσει ότι αι Δυνάμεις αποφασίζουν οριστικώς περί της τύχης της αυτοκρατορίας. (1081, 1548, 1324, 1633)
article-text: ΛΟΝΔΙΝΟΝ 11 Δεκεμβρίου. (Ιδιαίτερον τηλεγράφημα του «Εμπρός»). Ο κ. Ουΐνστων Τσώρτσιλ, ομιλών εις την Βουλήν των Κοινοτήτων περί του ρωσσικού ζητήματος, έκαμε σοβαράς δηλώσεις περί της πολιτικής της Μεγάλης Βρεττανίας. (374, 481, 598, 595)
ad-line: ΤΩΝ ΕΠΙΦΑΝΕΣΤΕΡΩΝ ΑΝΔΡΩΝ ΤΟΥ ΕΛΛΗΝΙΣΜΟΥ (43, 1591, 341, 1606)
headline: Η ΚΑΤΑΣΤΑΣΙΣ ΕΝ ΠΟΝΤΩ (851, 999, 1050, 1017)
article-text: ΣΜΥΡΝΗ 10 Δεκεμβρίου. (Ιδιαίτερον τηλεγράφημα). Ο Μουσταφά Κεμάλ απέστειλε διαμαρτυρίαν κατά της γαλλικής κατοχής εις τας περιφερείας της Κιλικίας. (1334, 702, 1577, 773)
headline: ΔΗΛΩΣΕΙΣ ΤΟΥ ΤΖΙΟΛΙΤΤΙ (1159, 903, 1499, 931)
article-text: ΚΩΝ/ΠΟΛΙΣ 10 Δεκεμβρίου. (Ιδ. ανταποκριτού του «Εμπρός»). Πρωτοφανής συγκίνησις επικρατεί εις τους τουρκικούς κύκλους επί τη ειδήσει ότι αι Δυνάμεις αποφασίζουν οριστικώς περί της τύχης της αυτοκρατορίας. (374, 1419, 596, 1518)
article-text: ΠΑΡΙΣΙΟΙ 11 Δεκεμβρίου. (Ιδ. τηλ. του «Εμπρός»). Ο ανταποκριτής των «Ταιμς» εν Ουασιγκτώνι αναφέρει ότι το υπουργείον των Ναυτικών ανακοινοί το πρόγραμμα της ναυπηγήσεως. (837, 1280, 1064, 1365)
article-text: ΚΩΝ/ΠΟΛΙΣ 10 Δεκεμβρίου. (Ιδ. ανταποκριτού του «Εμπρός»). Πρωτοφανής συγκίνησις επικρατεί εις τους τουρκικούς κύκλους επί τη ειδήσει ότι αι Δυνάμεις αποφασίζουν οριστικώς περί της τύχης της αυτοκρατορίας. (607, 254, 831, 353)
headline: ΣΟΒΑΡΑΙ ΔΗΛΩΣΕΙΣ ΤΟΥ ΤΣΩΡΤΣΙΛ ΠΕΡΙ ΤΟΥ ΡΩΣΣΙΚΟΥ ΖΗΤΗΜΑΤΟΣ (398, 142, 1040, 163)
subheading: Η ΟΥΓΓΑΡΙΑ ΚΑΙ Η ΑΝΤΑΝΤ (847, 402, 1057, 420)
headline: ΠΡΟΣΤΙΜΟΝ ΕΙΣ ΤΟ ΤΡΑΜ (837, 1512, 1064, 1537)
article-text: ΠΑΡΙΣΙΟΙ 11 Δεκεμβρίου. (Ιδ. τηλ. του «Εμπρός»). Ο ανταποκριτής των «Ταιμς» εν Ουασιγκτώνι αναφέρει ότι το υπουργείον των Ναυτικών ανακοινοί το πρόγραμμα της ναυπηγήσεως. (374, 892, 598, 977)
article-text: ΣΜΥΡΝΗ 10 Δεκεμβρίου. (Ιδιαίτερον τηλεγράφημα). Ο Μουσταφά Κεμάλ απέστειλε διαμαρτυρίαν κατά της γαλλικής κατοχής εις τας περιφερείας της Κιλικίας. (374, 1027, 596, 1097)
third-edition-title: ΤΡΙΤΗ ΕΚΔΟΣΙΣ (1135, 1119, 1523, 1173)
article-text: ΠΑΡΙΣΙΟΙ 11 Δεκεμβρίου. (Ιδ. τηλ. του «Εμπρός»). Ο ανταποκριτής των «Ταιμς» εν Ουασιγκτώνι αναφέρει ότι το υπουργείον των Ναυτικών ανακοινοί το πρόγραμμα της ναυπηγήσεως. (840, 240, 1064, 325)
article-text: ΡΩΜΗ 11 Δεκεμβρίου. (Ιδιαίτερον τηλεγράφημα του «Εμπρός»). Μετά τη Χριστούγεννα ο κ. Νίττι θα μεταβή εις Λονδίνον όπως συναντηθή μετά των κ.κ. Λόυδ Τζώρτζ και Κλεμανσώ. (26, 827, 358, 884)
ad-line: ΜΕΓΑ ΜΝΗΜΕΙΑΚΟΝ ΕΡΓΟΝ (82, 1486, 302, 1504)
article-text: ΣΜΥΡΝΗ 10 Δεκεμβρίου. (Ιδιαίτερον τηλεγράφημα). Ο Μουσταφά Κεμάλ απέστειλε διαμαρτυρίαν κατά της γαλλικής κατοχής εις τας περιφερείας της Κιλικίας. (26, 88, 358, 130)
headline: Η ΤΟΥΡΚΙΑ ΔΕΕΤΑΙ ΥΠΕΡ ΤΗΣ ΣΩΤΗΡΙΑΣ ΤΗΣ! (421, 760, 1017, 789)
headline: ΑΠΟΛΥΣΙΣ ΠΡΟΞΕΝΩΝ (105, 316, 279, 334)
headline: ΤΟ ΝΑΥΤΙΚΟΝ ΠΡΟΓΡΑΜΜΑ ΤΗΣ ΑΜΕΡΙΚΗΣ ΚΑΙ Η ΙΑΠΩΝΙΑ (446, 369, 992, 391)
article-text: ΣΜΥΡΝΗ 10 Δεκεμβρίου. (Ιδιαίτερον τηλεγράφημα). Ο Μουσταφά Κεμάλ απέστειλε διαμαρτυρίαν κατά της γαλλικής κατοχής εις τας περιφερείας της Κιλικίας. (1334, 933, 1577, 1003)
headline: Ο ΚΕΜΑΛ ΚΑΤΑ ΤΗΣ ΓΑΛΛΙΚΗΣ ΚΑΤΟΧΗΣ (411, 1000, 790, 1022)
article-text: ΛΟΝΔΙΝΟΝ 11 Δεκεμβρίου. (Ιδιαίτερον τηλεγράφημα του «Εμπρός»). Ο κ. Ουΐνστων Τσώρτσιλ, ομιλών εις την Βουλήν των Κοινοτήτων περί του ρωσσικού ζητήματος, έκαμε σοβαράς δηλώσεις περί της πολιτικής της Μεγάλης Βρεττανίας. (1081, 1004, 1324, 1103)
ad-line: Πωλούνται (163, 1266, 221, 1281)
headline: ΟΙ ΒΟΥΛΓΑΡΟΙ ΠΑΡΗΓΟΡΟΥΝΤΑΙ (1334, 1663, 1577, 1705)
article-text: ΠΑΡΙΣΙΟΙ 11 Δεκεμβρίου. (Ιδιαίτερον τηλεγράφημα). Αι Κυβερνήσεις των Συμμάχων απεφάσισαν να μη αναμείνουν την απόφασιν της Αμερικής περί της επικυρώσεως της συνθήκης. (1081, 717, 1324, 787)
ad-line: Ν. Μ. ΣΗΦΑΚΗΣ & Κ. ΚΑΝΕΛΛΟΠΟΥΛΟΣ (77, 1621, 307, 1636)
ad-line: ΠΑΝΕΛΛΗΝΙΟΝ ΛΕΥΚΩΜΑ (155, 1364, 229, 1387)
article-text: ΠΑΡΙΣΙΟΙ 11 Δεκεμβρίου. (Ιδιαίτερον τηλεγράφημα). Αι Κυβερνήσεις των Συμμάχων απεφάσισαν να μη αναμείνουν την απόφασιν της Αμερικής περί της επικυρώσεως της συνθήκης. (840, 659, 1064, 744)
article-text: ΛΟΝΔΙΝΟΝ 11 Δεκεμβρίου. (Ιδιαίτερον τηλεγράφημα του «Εμπρός»). Ο κ. Ουΐνστων Τσώρτσιλ, ομιλών εις την Βουλήν των Κοινοτήτων περί του ρωσσικού ζητήματος, έκαμε σοβαράς δηλώσεις περί της πολιτικής της Μεγάλης Βρεττανίας. (607, 864, 831, 977)
column-rule (1073, 62, 1074, 2212)
columns (374, 794, 1064, 979)
ad-line: 3 ΤΟΝΝΩΝ (114, 1148, 270, 1182)
